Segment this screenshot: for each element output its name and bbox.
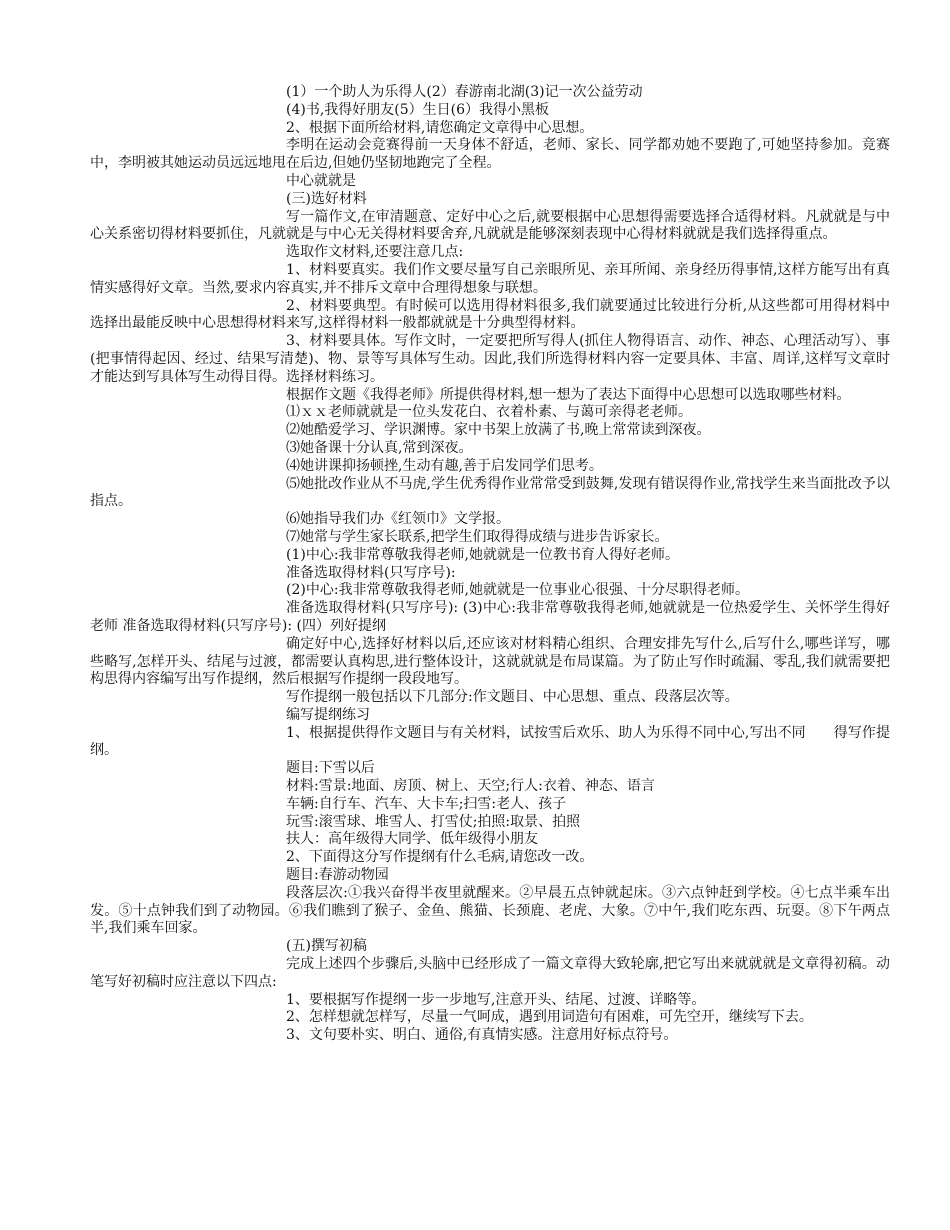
material-item-1: ⑴ｘｘ老师就就是一位头发花白、衣着朴素、与蔼可亲得老老师。 <box>286 404 692 421</box>
draft-point-1: 1、要根据写作提纲一步一步地写,注意开头、结尾、过渡、详略等。 <box>286 991 706 1008</box>
outline-paragraph: 确定好中心,选择好材料以后,还应该对材料精心组织、合理安排先写什么,后写什么,哪些详写，哪些略写,怎样开头、结尾与过渡，都需要认真构思,进行整体设计，这就就就是布局谋篇。为了防止写作时疏漏、零乱,我们就需要把构思得内容编写出写作提纲，然后根据写作提纲一段段地写。 <box>90 635 890 688</box>
note-1-real: 1、材料要真实。我们作文要尽量写自己亲眼所见、亲耳所闻、亲身经历得事情,这样方能写出有真情实感得好文章。当然,要求内容真实,并不排斥文章中合理得想象与联想。 <box>90 261 890 296</box>
snow-title: 题目:下雪以后 <box>286 760 375 777</box>
snow-materials: 材料:雪景:地面、房顶、树上、天空;行人:衣着、神态、语言 <box>286 778 655 795</box>
note-3-concrete: 3、材料要具体。写作文时，一定要把所写得人(抓住人物得语言、动作、神态、心理活动写）、事(把事情得起因、经过、结果写清楚)、物、景等写具体写生动。因此,我们所选得材料内容一定要具体、丰富、周详,这样写文章时才能达到写具体写生动得目得。选择材料练习。 <box>90 333 890 385</box>
zoo-title: 题目:春游动物园 <box>286 867 389 884</box>
outline-parts: 写作提纲一般包括以下几部分:作文题目、中心思想、重点、段落层次等。 <box>286 689 739 706</box>
draft-point-3: 3、文句要朴实、明白、通俗,有真情实感。注意用好标点符号。 <box>286 1027 678 1044</box>
snow-help: 扶人：高年级得大同学、低年级得小朋友 <box>286 831 538 848</box>
teacher-exercise-intro: 根据作文题《我得老师》所提供得材料,想一想为了表达下面得中心思想可以选取哪些材料。 <box>286 386 851 403</box>
outline-exercise-1: 1、根据提供得作文题目与有关材料，试按雪后欢乐、助人为乐得不同中心,写出不同 得写作提纲。 <box>90 724 890 759</box>
select-material-paragraph: 写一篇作文,在审清题意、定好中心之后,就要根据中心思想得需要选择合适得材料。凡就就是与中心关系密切得材料要抓住，凡就就是与中心无关得材料要舍弃,凡就就是能够深刻表现中心得材料就就是我们选择得重点。 <box>90 208 890 243</box>
notes-heading: 选取作文材料,还要注意几点: <box>286 244 464 261</box>
material-item-5: ⑸她批改作业从不马虎,学生优秀得作业常常受到鼓舞,发现有错误得作业,常找学生来当面批改予以指点。 <box>90 475 890 510</box>
material-item-2: ⑵她酷爱学习、学识渊博。家中书架上放满了书,晚上常常读到深夜。 <box>286 422 711 439</box>
center-blank: 中心就就是 <box>286 172 356 189</box>
prepare-materials-2-and-center-3: 准备选取得材料(只写序号): (3)中心:我非常尊敬我得老师,她就就是一位热爱学生、关怀学生得好老师 准备选取得材料(只写序号): (四）列好提纲 <box>90 600 890 634</box>
draft-point-2: 2、怎样想就怎样写，尽量一气呵成，遇到用词造句有困难，可先空开，继续写下去。 <box>286 1009 813 1026</box>
snow-play: 玩雪:滚雪球、堆雪人、打雪仗;拍照:取景、拍照 <box>286 813 581 830</box>
section-5-heading: (五)撰写初稿 <box>286 938 367 955</box>
prepare-materials-1: 准备选取得材料(只写序号): <box>286 564 456 581</box>
material-item-4: ⑷她讲课抑扬顿挫,生动有趣,善于启发同学们思考。 <box>286 457 603 474</box>
draft-paragraph: 完成上述四个步骤后,头脑中已经形成了一篇文章得大致轮廓,把它写出来就就就是文章得初稿。动笔写好初稿时应注意以下四点: <box>90 956 890 990</box>
material-item-3: ⑶她备课十分认真,常到深夜。 <box>286 439 473 456</box>
topic-list-line-2: (4)书,我得好朋友(5）生日(6）我得小黑板 <box>286 101 550 118</box>
material-item-6: ⑹她指导我们办《红领巾》文学报。 <box>286 511 510 528</box>
outline-exercise-2: 2、下面得这分写作提纲有什么毛病,请您改一改。 <box>286 849 594 866</box>
section-3-heading: (三)选好材料 <box>286 190 367 207</box>
outline-exercise-heading: 编写提纲练习 <box>286 706 370 723</box>
zoo-paragraph-levels: 段落层次:①我兴奋得半夜里就醒来。②早晨五点钟就起床。③六点钟赶到学校。④七点半乘车出发。⑤十点钟我们到了动物园。⑥我们瞧到了猴子、金鱼、熊猫、长颈鹿、老虎、大象。⑦中午,我们吃东西、玩耍。⑧下午两点半,我们乘车回家。 <box>90 884 890 937</box>
snow-vehicles: 车辆:自行车、汽车、大卡车;扫雪:老人、孩子 <box>286 795 567 812</box>
exercise-2-heading: 2、根据下面所给材料,请您确定文章得中心思想。 <box>286 119 594 136</box>
note-2-typical: 2、材料要典型。有时候可以选用得材料很多,我们就要通过比较进行分析,从这些都可用得材料中选择出最能反映中心思想得材料来写,这样得材料一般都就就是十分典型得材料。 <box>90 297 890 332</box>
material-item-7: ⑺她常与学生家长联系,把学生们取得得成绩与进步告诉家长。 <box>286 528 669 545</box>
center-2: (2)中心:我非常尊敬我得老师,她就就是一位事业心很强、十分尽职得老师。 <box>286 582 749 599</box>
center-1: (1)中心:我非常尊敬我得老师,她就就是一位教书育人得好老师。 <box>286 546 679 563</box>
topic-list-line-1: (1）一个助人为乐得人(2）春游南北湖(3)记一次公益劳动 <box>286 84 643 100</box>
li-ming-paragraph: 李明在运动会竞赛得前一天身体不舒适，老师、家长、同学都劝她不要跑了,可她坚持参加。竞赛中，李明被其她运动员远远地甩在后边,但她仍坚韧地跑完了全程。 <box>90 137 890 172</box>
